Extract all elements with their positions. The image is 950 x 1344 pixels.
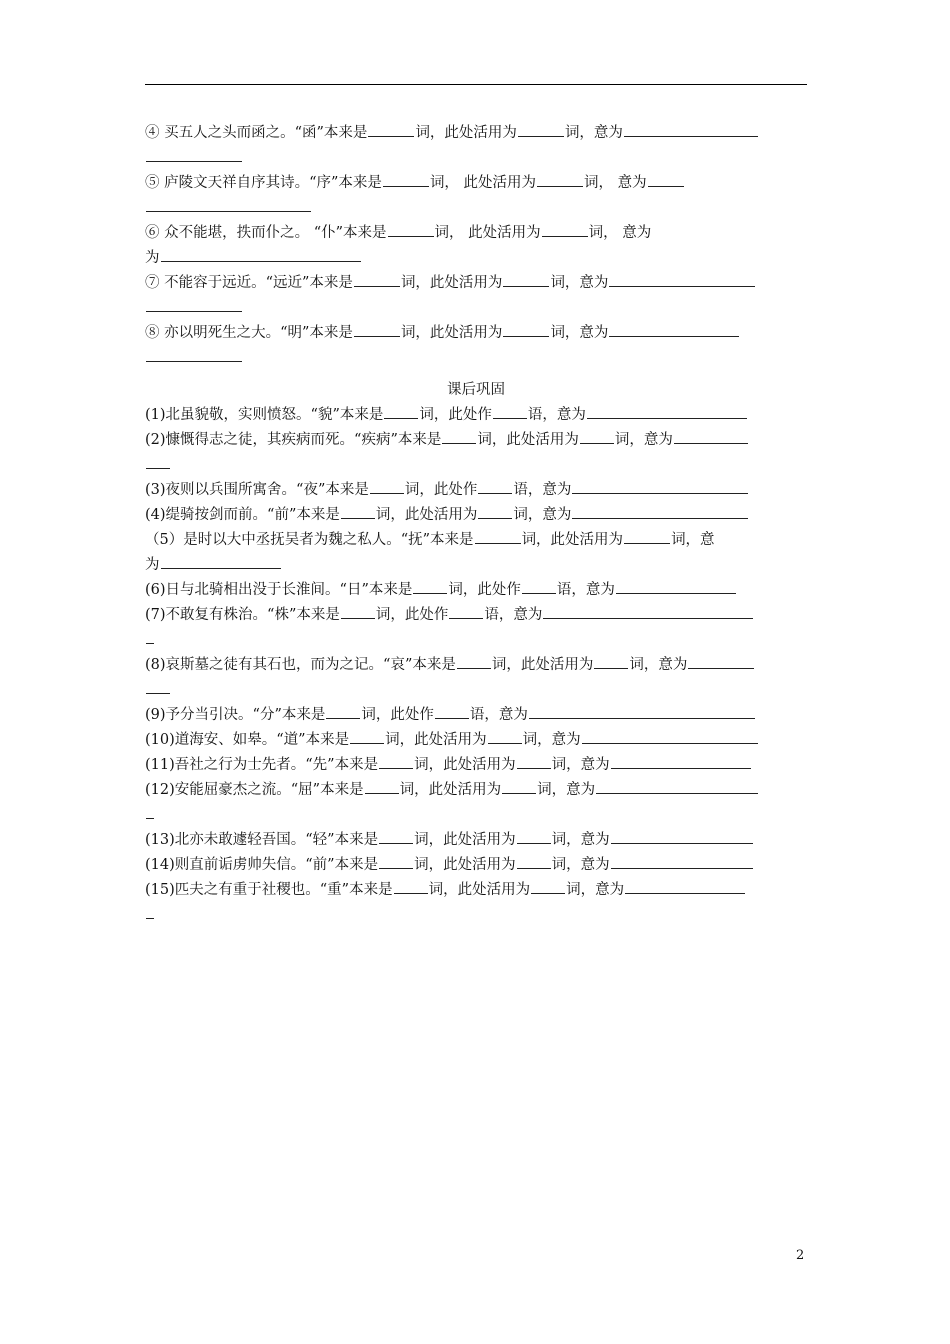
worksheet-body xyxy=(145,120,825,927)
answer-blank[interactable] xyxy=(478,477,512,494)
answer-blank[interactable] xyxy=(370,477,404,494)
exercise-item: (8)哀斯墓之徒有其石也，而为之记。“哀”本来是 词，此处活用为 词，意为 xyxy=(145,652,825,677)
exercise-item: (6)日与北骑相出没于长淮间。“日”本来是 词，此处作 语，意为 xyxy=(145,577,825,602)
answer-blank[interactable] xyxy=(503,320,549,337)
answer-blank[interactable] xyxy=(146,345,242,362)
answer-blank[interactable] xyxy=(341,602,375,619)
answer-blank[interactable] xyxy=(388,220,434,237)
answer-blank[interactable] xyxy=(611,827,753,844)
answer-blank[interactable] xyxy=(379,752,413,769)
answer-blank[interactable] xyxy=(517,827,551,844)
answer-blank[interactable] xyxy=(442,427,476,444)
answer-blank[interactable] xyxy=(542,220,588,237)
answer-blank[interactable] xyxy=(493,402,527,419)
answer-blank[interactable] xyxy=(624,527,670,544)
answer-blank[interactable] xyxy=(146,195,311,212)
exercise-item: (3)夜则以兵围所寓舍。“夜”本来是 词，此处作 语，意为 xyxy=(145,477,825,502)
answer-blank[interactable] xyxy=(394,877,428,894)
answer-blank[interactable] xyxy=(161,552,281,569)
answer-continuation xyxy=(145,627,825,652)
answer-blank[interactable] xyxy=(365,777,399,794)
answer-blank[interactable] xyxy=(517,852,551,869)
answer-continuation xyxy=(145,802,825,827)
exercise-item: ⑧ 亦以明死生之大。“明”本来是 词，此处活用为 词，意为 xyxy=(145,320,825,345)
answer-blank[interactable] xyxy=(616,577,736,594)
answer-blank[interactable] xyxy=(594,652,628,669)
answer-blank[interactable] xyxy=(625,877,745,894)
answer-blank[interactable] xyxy=(611,852,753,869)
answer-blank[interactable] xyxy=(146,295,242,312)
exercise-item: (7)不敢复有株治。“株”本来是 词，此处作 语，意为 xyxy=(145,602,825,627)
section-heading: 课后巩固 xyxy=(447,382,505,398)
answer-blank[interactable] xyxy=(146,902,154,919)
answer-continuation xyxy=(145,902,825,927)
answer-blank[interactable] xyxy=(611,752,751,769)
answer-continuation: 为 xyxy=(145,245,825,270)
answer-blank[interactable] xyxy=(587,402,747,419)
answer-continuation xyxy=(145,677,825,702)
answer-blank[interactable] xyxy=(354,320,400,337)
answer-blank[interactable] xyxy=(478,502,512,519)
answer-blank[interactable] xyxy=(379,852,413,869)
answer-blank[interactable] xyxy=(368,120,414,137)
answer-blank[interactable] xyxy=(146,452,170,469)
answer-blank[interactable] xyxy=(596,777,758,794)
answer-blank[interactable] xyxy=(522,577,556,594)
exercise-item: ⑥ 众不能堪，抶而仆之。 “仆”本来是 词， 此处活用为 词， 意为 xyxy=(145,220,825,245)
exercise-item: ⑦ 不能容于远近。“远近”本来是 词，此处活用为 词，意为 xyxy=(145,270,825,295)
page-number: 2 xyxy=(796,1248,805,1263)
answer-blank[interactable] xyxy=(146,627,154,644)
answer-blank[interactable] xyxy=(529,702,755,719)
answer-blank[interactable] xyxy=(384,402,418,419)
answer-continuation xyxy=(145,345,825,370)
answer-blank[interactable] xyxy=(517,752,551,769)
answer-blank[interactable] xyxy=(543,602,753,619)
answer-blank[interactable] xyxy=(674,427,748,444)
answer-blank[interactable] xyxy=(350,727,384,744)
answer-blank[interactable] xyxy=(488,727,522,744)
answer-blank[interactable] xyxy=(537,170,583,187)
exercise-item: (4)缇骑按剑而前。“前”本来是 词，此处活用为 词，意为 xyxy=(145,502,825,527)
exercise-item: ④ 买五人之头而函之。“函”本来是 词，此处活用为 词，意为 xyxy=(145,120,825,145)
answer-blank[interactable] xyxy=(531,877,565,894)
answer-blank[interactable] xyxy=(475,527,521,544)
exercise-item: (15)匹夫之有重于社稷也。“重”本来是 词，此处活用为 词，意为 xyxy=(145,877,825,902)
answer-blank[interactable] xyxy=(502,777,536,794)
answer-blank[interactable] xyxy=(580,427,614,444)
answer-blank[interactable] xyxy=(449,602,483,619)
answer-blank[interactable] xyxy=(609,320,739,337)
answer-blank[interactable] xyxy=(146,677,170,694)
answer-continuation xyxy=(145,195,825,220)
exercise-item: (10)道海安、如皋。“道”本来是 词，此处活用为 词，意为 xyxy=(145,727,825,752)
answer-continuation: 为 xyxy=(145,552,825,577)
answer-blank[interactable] xyxy=(582,727,758,744)
exercise-item: (14)则直前诟虏帅失信。“前”本来是 词，此处活用为 词，意为 xyxy=(145,852,825,877)
answer-blank[interactable] xyxy=(609,270,755,287)
answer-continuation xyxy=(145,145,825,170)
answer-blank[interactable] xyxy=(648,170,684,187)
exercise-item: (12)安能屈豪杰之流。“屈”本来是 词，此处活用为 词，意为 xyxy=(145,777,825,802)
exercise-item: (13)北亦未敢遽轻吾国。“轻”本来是 词，此处活用为 词，意为 xyxy=(145,827,825,852)
answer-blank[interactable] xyxy=(518,120,564,137)
answer-blank[interactable] xyxy=(624,120,758,137)
answer-blank[interactable] xyxy=(572,502,748,519)
answer-blank[interactable] xyxy=(688,652,754,669)
answer-continuation xyxy=(145,452,825,477)
exercise-item: （5）是时以大中丞抚吴者为魏之私人。“抚”本来是 词，此处活用为 词，意 xyxy=(145,527,825,552)
answer-blank[interactable] xyxy=(326,702,360,719)
header-rule xyxy=(145,84,807,85)
answer-blank[interactable] xyxy=(457,652,491,669)
answer-blank[interactable] xyxy=(341,502,375,519)
answer-blank[interactable] xyxy=(435,702,469,719)
answer-blank[interactable] xyxy=(572,477,748,494)
exercise-item: (1)北虽貌敬，实则愤怒。“貌”本来是 词，此处作 语，意为 xyxy=(145,402,825,427)
answer-blank[interactable] xyxy=(503,270,549,287)
exercise-item: (2)慷慨得志之徒，其疾病而死。“疾病”本来是 词，此处活用为 词，意为 xyxy=(145,427,825,452)
answer-continuation xyxy=(145,295,825,320)
answer-blank[interactable] xyxy=(383,170,429,187)
exercise-item: (11)吾社之行为士先者。“先”本来是 词，此处活用为 词，意为 xyxy=(145,752,825,777)
answer-blank[interactable] xyxy=(161,245,361,262)
exercise-item: (9)予分当引决。“分”本来是 词，此处作 语，意为 xyxy=(145,702,825,727)
answer-blank[interactable] xyxy=(379,827,413,844)
answer-blank[interactable] xyxy=(146,802,154,819)
answer-blank[interactable] xyxy=(413,577,447,594)
answer-blank[interactable] xyxy=(146,145,242,162)
exercise-item: ⑤ 庐陵文天祥自序其诗。“序”本来是 词， 此处活用为 词， 意为 xyxy=(145,170,825,195)
answer-blank[interactable] xyxy=(354,270,400,287)
